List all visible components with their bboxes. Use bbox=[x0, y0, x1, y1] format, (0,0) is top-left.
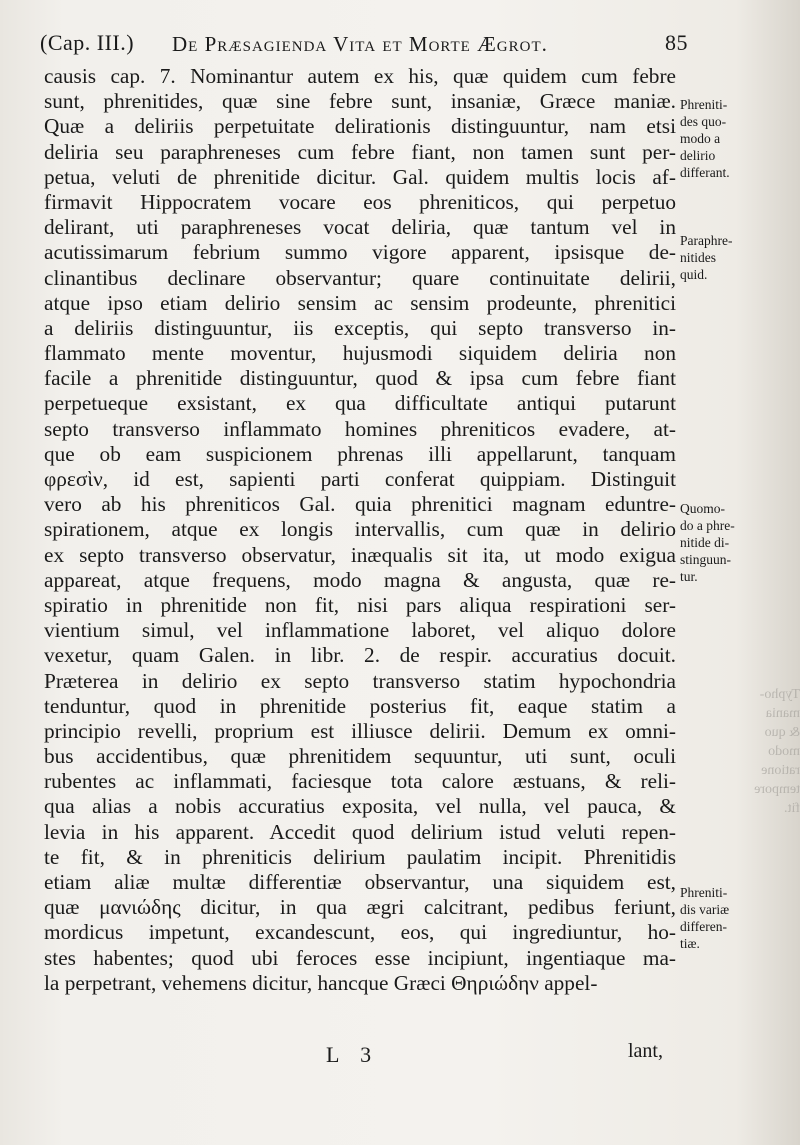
text-line: vero ab his phreniticos Gal. quia phrenitici magnam eduntre- bbox=[44, 492, 676, 517]
text-line: atque ipso etiam delirio sensim ac sensim prodeunte, phrenitici bbox=[44, 290, 676, 315]
text-line: firmavit Hippocratem vocare eos phreniticos, qui perpetuo bbox=[44, 189, 676, 214]
margin-note bbox=[680, 500, 798, 585]
bleed-line: modo bbox=[768, 744, 800, 759]
text-line: te fit, & in phreniticis delirium paulatim incipit. Phrenitidis bbox=[44, 844, 676, 869]
margin-note-line: tiæ. bbox=[680, 936, 700, 951]
bleed-line: Typho- bbox=[759, 687, 800, 702]
running-title: De Præsagienda Vita et Morte Ægrot. bbox=[172, 32, 548, 56]
margin-note bbox=[680, 884, 798, 952]
text-line: acutissimarum febrium summo vigore apparent, ipsisque de- bbox=[44, 240, 676, 265]
catchword: lant, bbox=[628, 1040, 663, 1062]
text-line: etiam aliæ multæ differentiæ observantur, una siquidem est, bbox=[44, 870, 676, 894]
margin-note-line: delirio bbox=[680, 148, 716, 163]
margin-note bbox=[680, 96, 798, 181]
text-line: ex septo transverso observatur, inæqualis sit ita, ut modo exigua bbox=[44, 542, 676, 567]
bleed-line: & quo bbox=[764, 725, 800, 740]
text-line: clinantibus declinare observantur; quare continuitate delirii, bbox=[44, 265, 676, 290]
text-line: delirant, uti paraphreneses vocat deliria, quæ tantum vel in bbox=[44, 215, 676, 240]
bleed-line: tempore bbox=[754, 782, 800, 797]
bleed-line: fit. bbox=[784, 801, 800, 816]
text-line: Quæ a deliriis perpetuitate delirationis distinguuntur, nam etsi bbox=[44, 114, 676, 139]
margin-note-line: Quomo- bbox=[680, 501, 725, 516]
text-line: facile a phrenitide distinguuntur, quod & ipsa cum febre fiant bbox=[44, 366, 676, 391]
text-line: mordicus impetunt, excandescunt, eos, qui ingrediuntur, ho- bbox=[44, 920, 676, 945]
margin-note-line: modo a bbox=[680, 131, 721, 146]
running-head bbox=[40, 30, 688, 62]
text-line: quæ μανιώδης dicitur, in qua ægri calcitrant, pedibus feriunt, bbox=[44, 895, 676, 920]
margin-note-line: Phreniti- bbox=[680, 97, 728, 112]
text-line: flammato mente moventur, hujusmodi siquidem deliria non bbox=[44, 341, 676, 366]
text-line: principio revelli, proprium est illiusce delirii. Demum ex omni- bbox=[44, 718, 676, 743]
margin-note-line: des quo- bbox=[680, 114, 727, 129]
text-line: septo transverso inflammato homines phreniticos evadere, at- bbox=[44, 416, 676, 441]
margin-note-line: Phreniti- bbox=[680, 885, 728, 900]
text-line: sunt, phrenitides, quæ sine febre sunt, insaniæ, Græce maniæ. bbox=[44, 89, 676, 114]
text-line: bus accidentibus, quæ phrenitidem sequuntur, uti sunt, oculi bbox=[44, 744, 676, 769]
text-line: spirationem, atque ex longis intervallis, cum quæ in delirio bbox=[44, 517, 676, 542]
text-line: levia in his apparent. Accedit quod delirium istud veluti repen- bbox=[44, 819, 676, 844]
text-line: deliria seu paraphreneses cum febre fiant, non tamen sunt per- bbox=[44, 139, 676, 164]
text-line: Præterea in delirio ex septo transverso statim hypochondria bbox=[44, 668, 676, 693]
text-line: a deliriis distinguuntur, iis exceptis, qui septo transverso in- bbox=[44, 315, 676, 340]
text-line: vexetur, quam Galen. in libr. 2. de respir. accuratius docuit. bbox=[44, 643, 676, 668]
signature-mark: L 3 bbox=[326, 1042, 380, 1067]
page-number: 85 bbox=[665, 30, 688, 55]
text-line: qua alias a nobis accuratius exposita, vel nulla, vel pauca, & bbox=[44, 794, 676, 819]
bleed-through-text bbox=[688, 685, 800, 835]
bleed-line: mania bbox=[765, 706, 800, 721]
margin-note-line: do a phre- bbox=[680, 518, 735, 533]
margin-note-line: differant. bbox=[680, 165, 730, 180]
text-line: que ob eam suspicionem phrenas illi appellarunt, tanquam bbox=[44, 441, 676, 466]
margin-note-line: nitides bbox=[680, 250, 716, 265]
margin-note-line: differen- bbox=[680, 919, 727, 934]
text-line: tenduntur, quod in phrenitide posterius fit, eaque statim a bbox=[44, 693, 676, 718]
chapter-label: (Cap. III.) bbox=[40, 30, 135, 55]
text-line: stes habentes; quod ubi feroces esse incipiunt, ingentiaque ma- bbox=[44, 945, 676, 970]
margin-note-line: Paraphre- bbox=[680, 233, 733, 248]
margin-note-line: tur. bbox=[680, 569, 698, 584]
margin-note bbox=[680, 232, 798, 283]
text-line: vientium simul, vel inflammatione laboret, vel aliquo dolore bbox=[44, 618, 676, 643]
bleed-line: ratione bbox=[761, 763, 800, 778]
text-line: φρεσὶν, id est, sapienti parti conferat quippiam. Distinguit bbox=[44, 467, 676, 491]
text-line: petua, veluti de phrenitide dicitur. Gal. quidem multis locis af- bbox=[44, 164, 676, 189]
text-line: perpetueque exsistant, ex qua difficultate antiqui putarunt bbox=[44, 391, 676, 416]
margin-note-line: quid. bbox=[680, 267, 708, 282]
text-line: la perpetrant, vehemens dicitur, hancque Græci Θηριώδην appel- bbox=[44, 970, 598, 995]
margin-note-line: nitide di- bbox=[680, 535, 730, 550]
text-line: rubentes ac inflammati, faciesque tota calore æstuans, & reli- bbox=[44, 769, 676, 794]
margin-note-line: stinguun- bbox=[680, 552, 732, 567]
text-line: causis cap. 7. Nominantur autem ex his, quæ quidem cum febre bbox=[44, 64, 676, 88]
text-line: appareat, atque frequens, modo magna & angusta, quæ re- bbox=[44, 567, 676, 592]
text-line: spiratio in phrenitide non fit, nisi pars aliqua respirationi ser- bbox=[44, 592, 676, 617]
margin-note-line: dis variæ bbox=[680, 902, 730, 917]
main-text-block bbox=[44, 64, 684, 996]
